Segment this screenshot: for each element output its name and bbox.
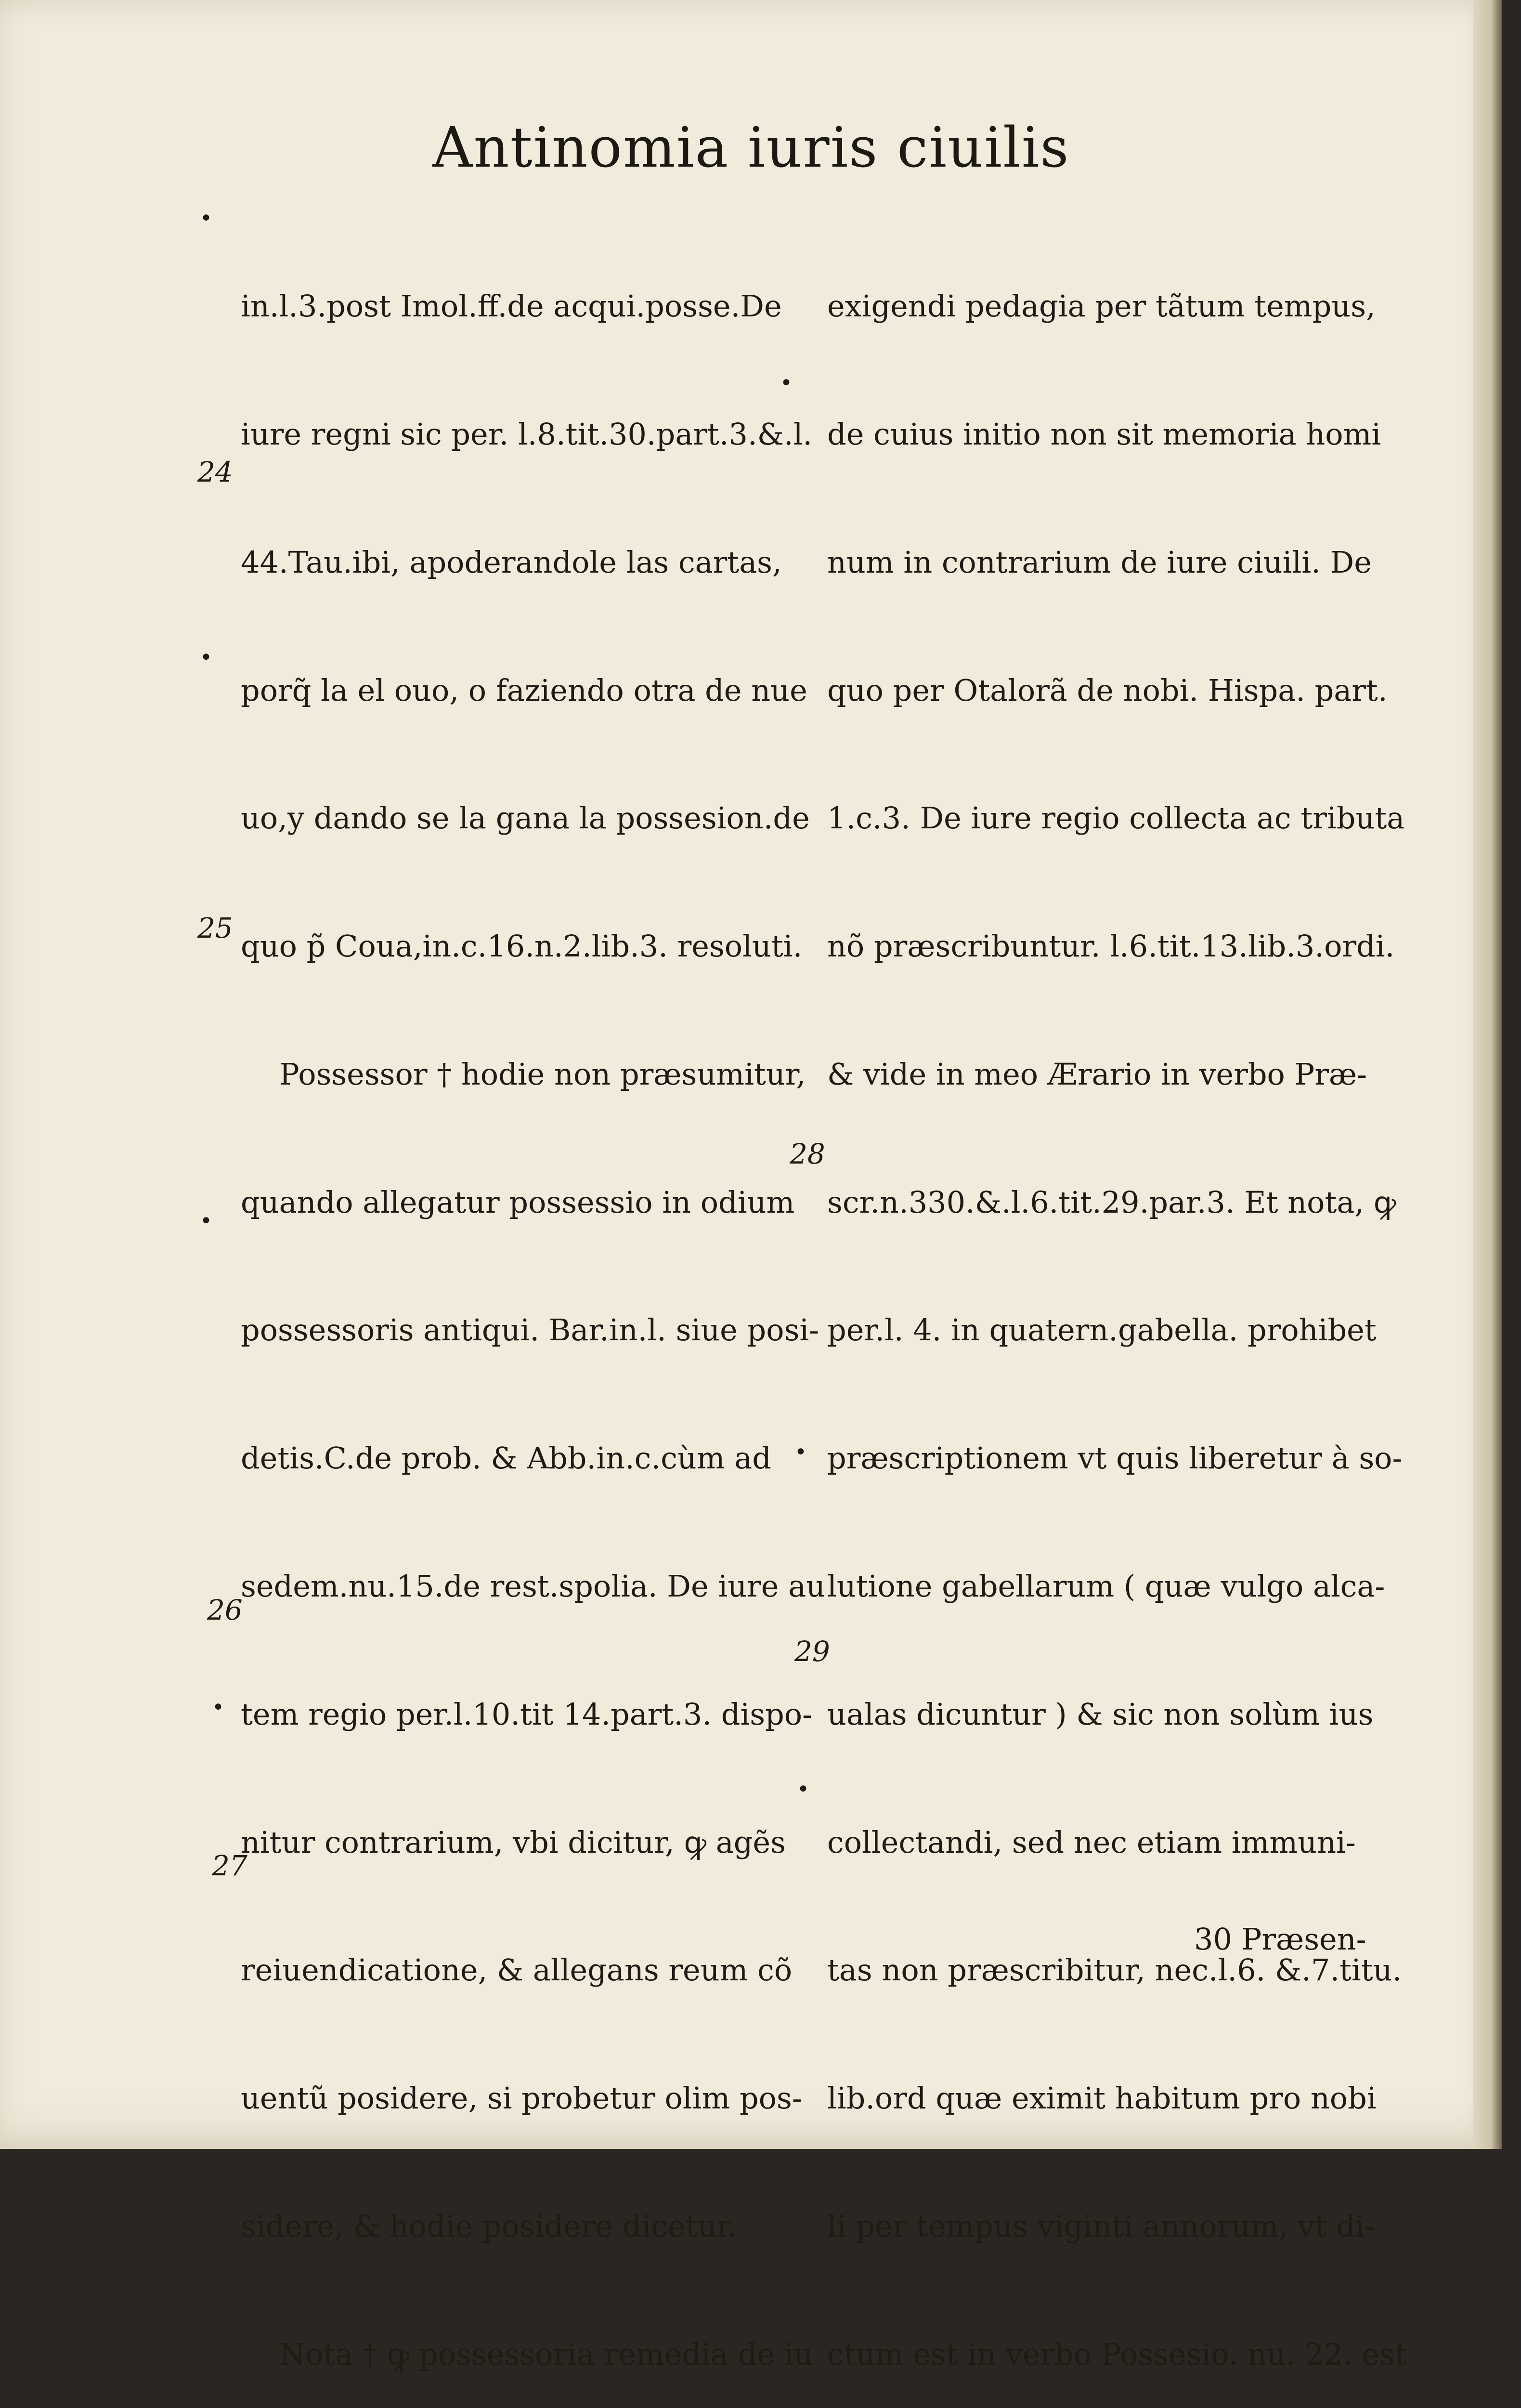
text-line: lib.ord quæ eximit habitum pro nobi: [827, 2081, 1377, 2116]
text-line: ctum est in verbo Possesio. nu. 22. est: [827, 2336, 1407, 2372]
page-edge: [1473, 0, 1502, 2149]
margin-mark: •: [212, 1695, 224, 1720]
text-line: reiuendicatione, & allegans reum cõ: [241, 1952, 793, 1988]
text-line: sidere, & hodie posidere dicetur.: [241, 2208, 738, 2244]
margin-mark: •: [780, 371, 793, 395]
text-line: Possessor † hodie non præsumitur,: [279, 1056, 806, 1092]
text-line: ualas dicuntur ) & sic non solùm ius: [827, 1696, 1374, 1732]
text-line: 44.Tau.ibi, apoderandole las cartas,: [241, 544, 782, 580]
page-title: Antinomia iuris ciuilis: [432, 116, 1070, 180]
text-line: li per tempus viginti annorum, vt di-: [827, 2208, 1375, 2244]
text-line: per.l. 4. in quatern.gabella. prohibet: [827, 1312, 1377, 1348]
text-line: 1.c.3. De iure regio collecta ac tributa: [827, 800, 1405, 836]
margin-mark: •: [794, 1440, 807, 1465]
text-line: uentũ posidere, si probetur olim pos-: [241, 2081, 802, 2116]
text-line: quando allegatur possessio in odium: [241, 1184, 795, 1220]
catchword: 30 Præsen-: [1194, 1922, 1366, 1957]
text-line: nõ præscribuntur. l.6.tit.13.lib.3.ordi.: [827, 929, 1395, 964]
text-line: tem regio per.l.10.tit 14.part.3. dispo-: [241, 1696, 813, 1732]
text-line: uo,y dando se la gana la possesion.de: [241, 800, 810, 836]
section-number: 27: [212, 1849, 247, 1882]
text-line: sedem.nu.15.de rest.spolia. De iure au: [241, 1569, 826, 1604]
text-line: quo per Otalorã de nobi. Hispa. part.: [827, 672, 1388, 708]
section-number: 26: [207, 1594, 243, 1626]
text-line: nitur contrarium, vbi dicitur, ꝙ agẽs: [241, 1824, 786, 1860]
section-number: 29: [794, 1635, 830, 1668]
margin-mark: •: [797, 1777, 809, 1802]
text-line: collectandi, sed nec etiam immuni-: [827, 1824, 1356, 1860]
text-line: detis.C.de prob. & Abb.in.c.cùm ad: [241, 1440, 771, 1476]
margin-mark: •: [200, 206, 212, 231]
text-line: iure regni sic per. l.8.tit.30.part.3.&.l.: [241, 416, 813, 452]
text-line: exigendi pedagia per tãtum tempus,: [827, 288, 1376, 324]
text-line: præscriptionem vt quis liberetur à so-: [827, 1440, 1403, 1476]
section-number: 25: [197, 912, 233, 944]
text-line: Nota † ꝙ possessoria remedia de iu: [279, 2336, 813, 2372]
margin-mark: •: [200, 1209, 212, 1233]
text-line: de cuius initio non sit memoria homi: [827, 416, 1381, 452]
right-column: [827, 200, 1407, 2408]
text-line: scr.n.330.&.l.6.tit.29.par.3. Et nota, ꝙ: [827, 1184, 1396, 1220]
text-line: porq̃ la el ouo, o faziendo otra de nue: [241, 672, 807, 708]
text-line: quo p̃ Coua,in.c.16.n.2.lib.3. resoluti.: [241, 929, 803, 964]
text-line: & vide in meo Ærario in verbo Præ-: [827, 1056, 1367, 1092]
text-line: tas non præscribitur, nec.l.6. &.7.titu.: [827, 1952, 1402, 1988]
text-line: num in contrarium de iure ciuili. De: [827, 544, 1372, 580]
section-number: 24: [197, 456, 233, 488]
text-line: in.l.3.post Imol.ff.de acqui.posse.De: [241, 288, 782, 324]
margin-mark: •: [200, 645, 212, 670]
text-line: possessoris antiqui. Bar.in.l. siue posi-: [241, 1312, 819, 1348]
section-number: 28: [790, 1138, 825, 1170]
text-line: lutione gabellarum ( quæ vulgo alca-: [827, 1569, 1385, 1604]
